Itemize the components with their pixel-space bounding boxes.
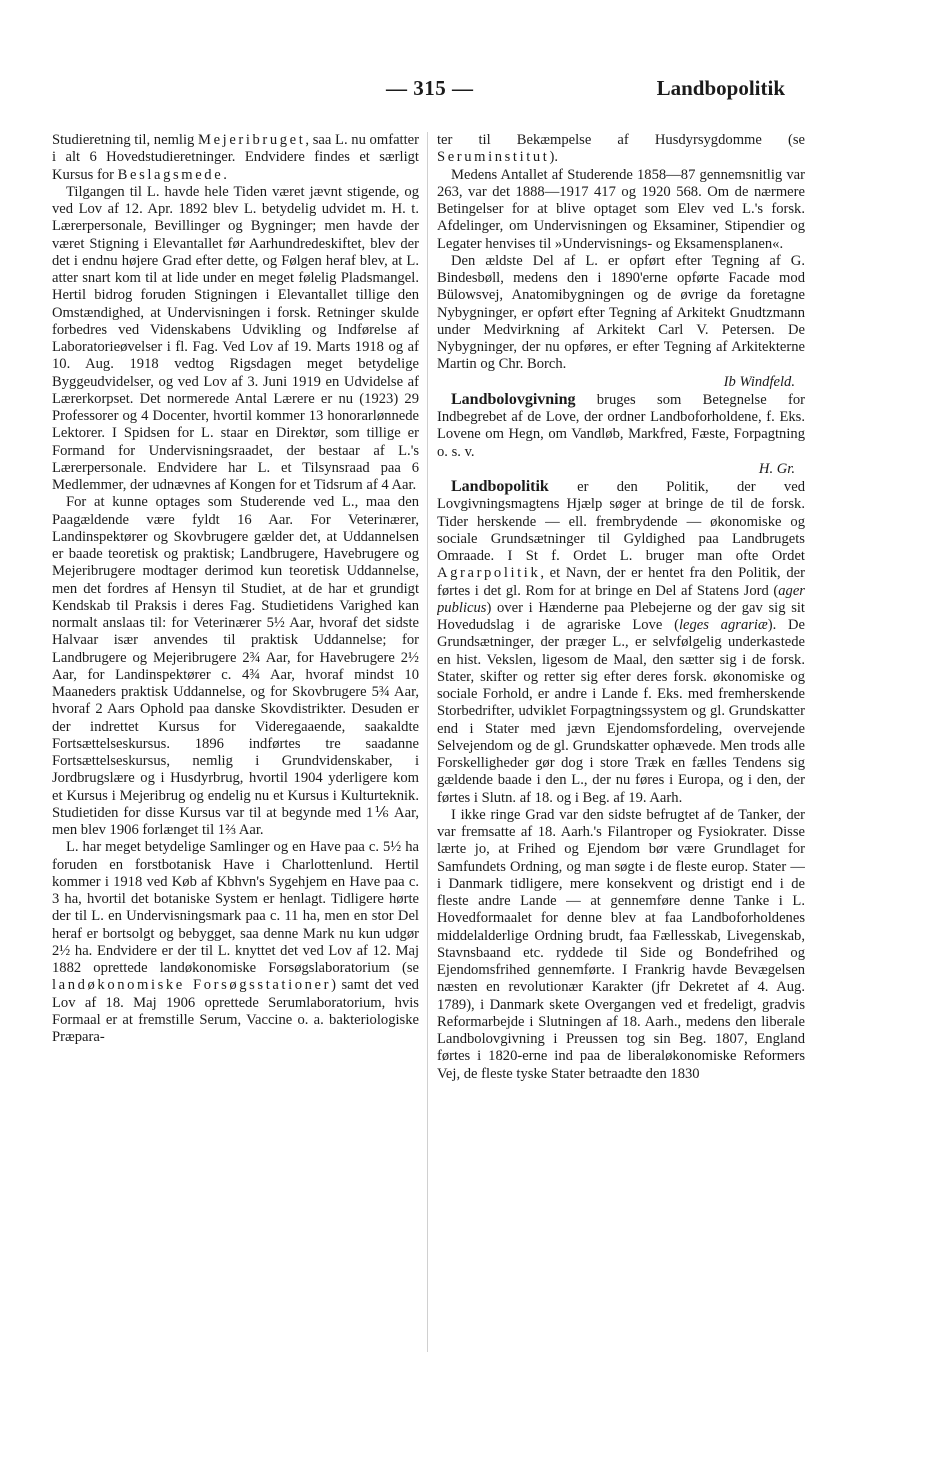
paragraph: I ikke ringe Grad var den sidste befrugtet af de Tanker, der var fremsatte af 18. Aarh.'s Filantroper og Fysiokrater. Disse lærte jo, at Frihed og Ejendom bør være Grundlaget for Samfundets Ordning, og man søgte i de fleste europ. Stater — i Danmark tidligere, mere konsekvent og dristigt end i de fleste andre Lande — at gennemføre denne Tanke i L. Hovedformaalet for denne blev at faa Landboforholdenes middelalderlige Ordning brudt, faa Fællesskab, Livegenskab, Stavnsbaand etc. ryddede til Side og Bondefrihed og Ejendomsfrihed gennemførte. I Frankrig havde Bevægelsen næsten en revolutionær Karakter (jfr Dekretet af 4. Aug. 1789), i Danmark skete Overgangen ved et fredeligt, gradvis Reformarbejde i Slutningen af 18. Aarh., medens den liberale Landbolovgivning i Preussen tog sin Beg. 1807, England førtes i 1820-erne ind paa de liberaløkonomiske Reformers Vej, de fleste tyske Stater betraadte den 1830 <box>437 806 805 1082</box>
paragraph: Tilgangen til L. havde hele Tiden været jævnt stigende, og ved Lov af 12. Apr. 1892 blev L. betydelig udvidet m. H. t. Lærerpersonale, Bevillinger og Bygninger; men havde der været Stigning i Elevantallet før Aarhundredeskiftet, blev der det i endnu højere Grad efter dette, og Følgen heraf blev, at L. atter snart kom til at lide under en meget følelig Pladsmangel. Hertil bidrog foruden Stigningen i Elevantallet tillige den Omstændighed, at Undervisningen i forsk. Retninger skulde forbedres ved Videnskabens Udvikling og Indførelse af Laboratorieøvelser i fl. Fag. Ved Lov af 19. Marts 1918 og af 10. Aug. 1918 vedtog Rigsdagen meget betydelige Byggeudvidelser, og ved Lov af 3. Juni 1919 en Udvidelse af Lærerkorpset. Det normerede Antal Lærere er nu (1923) 29 Professorer og 4 Docenter, hvortil kommer 13 honorarlønnede Lektorer. I Spidsen for L. staar en Direktør, som tillige er Formand for Undervisningsraadet, der bestaar af L.'s Lærerpersonale. Endvidere har L. et Tilsynsraad paa 6 Medlemmer, der udnævnes af Kongen for et Tidsrum af 4 Aar. <box>52 183 419 493</box>
entry-headword: Landbolovgivning <box>451 390 576 408</box>
author-signature: H. Gr. <box>758 460 795 477</box>
cross-reference: landøkonomiske Forsøgsstationer <box>52 977 332 994</box>
text-run: , et Navn, der er hentet fra den Politik, der førtes i det gl. Rom for at bringe en Del af Statens Jord ( <box>437 565 805 599</box>
right-column <box>437 132 805 1362</box>
text-run: L. har meget betydelige Samlinger og en Have paa c. 5½ ha foruden en forstbotanisk Have i Charlottenlund. Hertil kommer i 1918 ved Køb af Kbhvn's Sygehjem en Have paa c. 3 ha, hvortil det botaniske System er henlagt. Tidligere hørte der til L. en Undervisningsmark paa c. 11 ha, men en stor Del heraf er bortsolgt og bebygget, saa denne Mark nu kun udgør 2½ ha. Endvidere er der til L. knyttet det ved Lov af 12. Maj 1882 oprettede landøkonomiske Forsøgslaboratorium (se <box>52 839 419 976</box>
text-run: bruges som Betegnelse for Indbegrebet af de Love, der ordner Landboforholdene, f. Eks. Lovene om Hegn, om Vandløb, Markfred, Fæste, Forpagtning o. s. v. <box>437 391 805 460</box>
left-column <box>52 132 419 1362</box>
latin-term: ager publicus <box>437 582 805 616</box>
text-run: ) samt det ved Lov af 18. Maj 1906 oprettede Serumlaboratorium, hvis Formaal er at fremstille Serum, Vaccine o. a. bakteriologiske Præpara- <box>52 977 419 1045</box>
latin-term: leges agrariæ <box>678 617 768 633</box>
page-number: — 315 — <box>386 76 474 100</box>
entry-landbolovgivning <box>437 391 805 461</box>
text-run: , saa L. nu omfatter i alt 6 Hovedstudieretninger. Endvidere findes et særligt Kursus for <box>52 132 419 183</box>
entry-headword: Landbopolitik <box>451 478 549 495</box>
paragraph: Den ældste Del af L. er opført efter Tegning af G. Bindesbøll, medens den i 1890'erne opførte Facade mod Bülowsvej, Anatomibygningen og de øvrige da foretagne Nybygninger, er opført efter Tegning af Arkitekt Gnudtzmann under Medvirkning af Arkitekt Carl V. Petersen. De Nybygninger, der nu opføres, er efter Tegning af Arkitekterne Martin og Chr. Borch. <box>437 252 805 373</box>
text-run: ) over i Hænderne paa Plebejerne og der gav sig sit Hovedudslag i de agrariske Love ( <box>437 599 805 633</box>
paragraph: For at kunne optages som Studerende ved L., maa den Paagældende være fyldt 16 Aar. For Veterinærer, Landinspektører og Skovbrugere gælder det, at Uddannelsen er baade teoretisk og praktisk; Landbrugere, Havebrugere og Mejeribrugere modtager derimod kun teoretisk Uddannelse, men det fordres af Hensyn til Studiet, at de har et grundigt Kendskab til Praksis i deres Fag. Studietidens Varighed kan normalt anslaas til: for Veterinærer 5½ Aar, hvoraf det sidste Halvaar især anvendes til praktisk Uddannelse; for Landbrugere og Mejeribrugere 2¾ Aar, for Havebrugere 2½ Aar, for Landinspektører c. 4¾ Aar, hvoraf mindst 10 Maaneders praktisk Uddannelse, og for Skovbrugere 5¾ Aar, hvoraf 2 Aars Ophold paa danske Skovdistrikter. Desuden er der indrettet Kursus for Videregaaende, saakaldte Fortsættelseskursus. 1896 indførtes tre saadanne Fortsættelseskursus, nemlig i Grundvidenskaber, i Jordbrugslære og i Husdyrbrug, hvortil 1904 yderligere kom et Kursus i Mejeribrug og endelig nu et Kursus i Kulturteknik. Studietiden for disse Kursus var til at begynde med 1⅙ Aar, men blev 1906 forlænget til 1⅔ Aar. <box>52 494 419 838</box>
paragraph <box>52 839 419 1046</box>
author-signature: Ib Windfeld. <box>723 373 795 390</box>
page-header <box>0 76 928 106</box>
cross-reference: Seruminstitut <box>437 149 550 166</box>
column-divider <box>427 132 428 1352</box>
text-run: ). <box>549 149 558 166</box>
cross-reference: Agrarpolitik <box>437 565 541 582</box>
text-run: . <box>223 166 227 183</box>
cross-reference: Mejeribruget <box>198 132 306 148</box>
paragraph: Medens Antallet af Studerende 1858—87 gennemsnitlig var 263, var det 1888—1917 417 og 1920 568. Om de nærmere Betingelser for at blive optaget som Elev ved L.'s forsk. Afdelinger, om Undervisningen og Eksaminer, Stipendier og Legater henvises til »Undervisnings- og Eksamensplanen«. <box>437 166 805 252</box>
cross-reference: Beslagsmede <box>117 166 224 183</box>
entry-landbopolitik <box>437 478 805 807</box>
text-run: Studieretning til, nemlig <box>52 132 199 148</box>
text-run: ter til Bekæmpelse af Husdyrsygdomme (se <box>437 132 805 148</box>
text-run: ). De Grundsætninger, der præger L., er selvfølgelig underkastede en hist. Vekslen, ligesom de Maal, den sætter sig i de forsk. Stater, skifter og retter sig efter deres forsk. økonomiske og sociale Forhold, er andre i Lande f. Eks. med fremherskende Storbedrifter, udviklet Forpagtningssystem og gl. Grundskatter end i Stater med jævn Ejendomsfordeling, overvejende Selvejendom og de gl. Grundskatter ophævede. Men trods alle Forskelligheder gør dog i store Træk en fælles Tendens sig gældende baade i den L., der nu føres i Europa, og i den, der førtes i Slutn. af 18. og i Beg. af 19. Aarh. <box>437 617 805 806</box>
paragraph <box>437 132 805 167</box>
running-head: Landbopolitik <box>656 76 785 100</box>
text-run: er den Politik, der ved Lovgivningsmagtens Hjælp søger at bringe de til de forsk. Tider herskende — ell. frembrydende — økonomiske og sociale Grundsætninger til Gyldighed paa Landbrugets Omraade. I St f. Ordet L. bruger man ofte Ordet <box>437 479 805 564</box>
paragraph <box>52 132 419 184</box>
